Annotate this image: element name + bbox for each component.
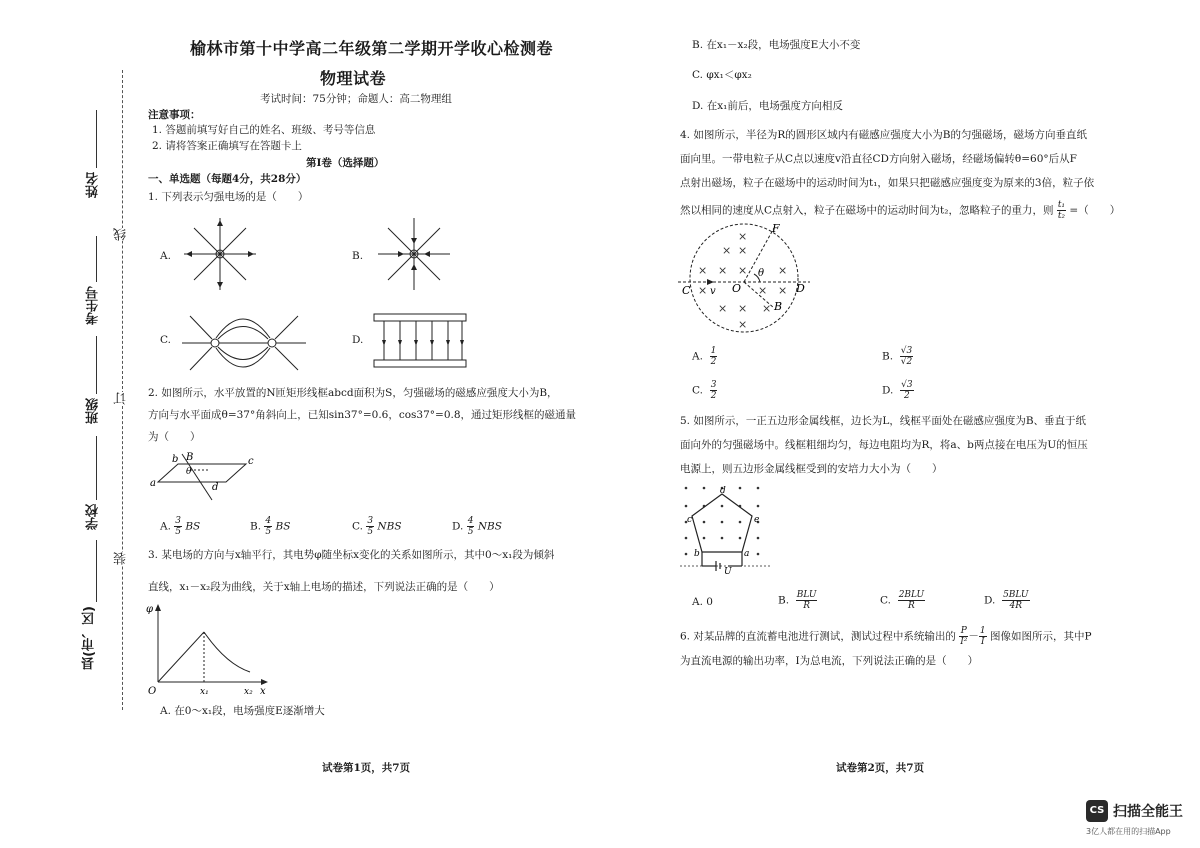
q3-potential-graph [146, 602, 276, 698]
class-label: 班级 [86, 398, 101, 424]
q4-label-theta: θ [758, 268, 765, 279]
q2-option-a: A. $\frac{3}{5}$ BS [160, 516, 201, 537]
order-mark: 订 [114, 392, 129, 405]
q5-line-3: 电源上，则五边形金属线框受到的安培力大小为（ ） [680, 463, 943, 475]
q1-option-c-label: C. [160, 334, 171, 346]
q1-option-a-label: A. [160, 250, 171, 262]
name-label: 姓名 [86, 172, 101, 198]
q4-label-f: F [772, 222, 780, 235]
q3-line-1: 3. 某电场的方向与x轴平行，其电势φ随坐标x变化的关系如图所示，其中0～x₁段为倾斜 [148, 549, 555, 561]
county-label: 县(市、区) [82, 606, 97, 670]
school-field-line [96, 436, 97, 500]
q5-option-d: D. $\frac{\text{5BLU}}{4R}$ [984, 590, 1029, 611]
section-heading: 一、单选题（每题4分，共28分） [148, 173, 307, 185]
svg-text:×: × [778, 264, 788, 277]
q2-label-d: d [212, 482, 219, 493]
svg-text:×: × [738, 302, 748, 315]
q5-label-b: b [694, 549, 700, 559]
name-field-line [96, 110, 97, 168]
q5-label-a: a [744, 549, 750, 559]
q2-label-b: b [172, 454, 179, 465]
q5-line-1: 5. 如图所示，一正五边形金属线框，边长为L，线框平面处在磁感应强度为B、垂直于纸 [680, 415, 1087, 427]
q4-option-b: B. $\frac{√3}{√2}$ [882, 346, 913, 367]
binding-margin [60, 0, 130, 848]
line-mark: 线 [114, 228, 129, 241]
svg-text:×: × [718, 302, 728, 315]
q4-label-v: v [710, 286, 716, 297]
q2-option-d: D. $\frac{4}{5}$ NBS [452, 516, 502, 537]
q1-option-d-label: D. [352, 334, 364, 346]
footer-left: 试卷第1页，共7页 [322, 762, 411, 774]
svg-text:×: × [762, 302, 772, 315]
q1-stem: 1. 下列表示匀强电场的是（ ） [148, 191, 309, 203]
q4-label-b: B [774, 300, 783, 313]
svg-text:×: × [722, 244, 732, 257]
q3-label-x1: x₁ [200, 687, 209, 697]
binding-dash-line [122, 70, 123, 710]
school-title: 榆林市第十中学高二年级第二学期开学收心检测卷 [190, 39, 554, 58]
notice-item-2: 2. 请将答案正确填写在答题卡上 [152, 140, 302, 152]
q2-label-theta: θ [186, 467, 192, 477]
q5-pentagon-figure [676, 482, 776, 576]
svg-text:×: × [718, 264, 728, 277]
q1-figure-b-radial-in [374, 214, 454, 294]
county-field-line [96, 540, 97, 602]
q3-line-2: 直线，x₁－x₂段为曲线，关于x轴上电场的描述，下列说法正确的是（ ） [148, 581, 500, 593]
q4-line-3: 点射出磁场，粒子在磁场中的运动时间为t₁，如果只把磁感应强度变为原来的3倍，粒子依 [680, 177, 1095, 189]
q6-line-1: 6. 对某品牌的直流蓄电池进行测试，测试过程中系统输出的 $\frac{P}{\text{I²}}$ － $\frac{1}{I}$ 图像如图所示，其中P [680, 626, 1092, 647]
q4-magnetic-circle-figure [678, 222, 814, 334]
q5-option-b: B. $\frac{\text{BLU}}{R}$ [778, 590, 817, 611]
q5-label-d: d [720, 486, 726, 496]
q5-field-dots [685, 487, 760, 556]
notice-item-1: 1. 答题前填写好自己的姓名、班级、考号等信息 [152, 124, 376, 136]
bind-mark: 装 [114, 552, 129, 565]
q2-option-b: B. $\frac{4}{5}$ BS [250, 516, 291, 537]
q5-line-2: 面向外的匀强磁场中。线框粗细均匀，每边电阻均为R，将a、b两点接在电压为U的恒压 [680, 439, 1088, 451]
badge-app-name: 扫描全能王 [1113, 804, 1183, 820]
q4-line-2: 面向里。一带电粒子从C点以速度v沿直径CD方向射入磁场，经磁场偏转θ=60°后从F [680, 153, 1077, 165]
svg-text:×: × [738, 318, 748, 331]
svg-text:×: × [758, 284, 768, 297]
q2-label-a: a [150, 478, 156, 489]
q3-label-x2: x₂ [244, 687, 253, 697]
q6-line-2: 为直流电源的输出功率，I为总电流，下列说法正确的是（ ） [680, 655, 979, 667]
q1-figure-a-radial-out [180, 214, 260, 294]
camscanner-icon: CS [1086, 800, 1108, 822]
class-field-line [96, 336, 97, 394]
q5-label-u: U [724, 567, 732, 577]
svg-text:×: × [698, 264, 708, 277]
exam-no-label: 考生号 [86, 286, 101, 325]
q3-option-a: A. 在0～x₁段，电场强度E逐渐增大 [160, 705, 325, 717]
subject-title: 物理试卷 [320, 69, 387, 88]
q3-option-b: B. 在x₁－x₂段，电场强度E大小不变 [692, 39, 861, 51]
notice-heading: 注意事项： [148, 109, 201, 121]
q3-option-c: C. φx₁＜φx₂ [692, 69, 752, 81]
q4-line-4: 然以相同的速度从C点射入，粒子在磁场中的运动时间为t₂，忽略粒子的重力，则 $\frac{\text{t₁}}{\text{t₂}}$ =（ ） [680, 200, 1121, 221]
q1-figure-c-dipole [180, 306, 310, 380]
q3-label-origin: O [148, 686, 157, 697]
footer-right: 试卷第2页，共7页 [836, 762, 925, 774]
q4-label-o: O [732, 282, 742, 295]
q2-line-2: 方向与水平面成θ=37°角斜向上，已知sin37°=0.6，cos37°=0.8，通过矩形线框的磁通量 [148, 409, 577, 421]
q3-option-d: D. 在x₁前后，电场强度方向相反 [692, 100, 843, 112]
q2-option-c: C. $\frac{3}{5}$ NBS [352, 516, 402, 537]
q4-option-c: C. $\frac{3}{2}$ [692, 380, 717, 401]
svg-text:×: × [738, 244, 748, 257]
exam-info: 考试时间：75分钟；命题人：高二物理组 [260, 93, 452, 105]
q2-label-field: B [186, 452, 194, 463]
q4-label-c: C [682, 284, 691, 297]
svg-text:×: × [738, 264, 748, 277]
svg-text:×: × [698, 284, 708, 297]
q4-field-crosses [698, 230, 787, 331]
q2-line-1: 2. 如图所示，水平放置的N匝矩形线框abcd面积为S，匀强磁场的磁感应强度大小为B， [148, 387, 558, 399]
q1-figure-d-parallel-plates [372, 312, 468, 370]
q5-label-c: c [687, 515, 693, 525]
exam-no-field-line [96, 236, 97, 282]
school-label: 学校 [86, 504, 101, 530]
q5-label-e: e [754, 515, 760, 525]
q4-label-d: D [796, 282, 805, 295]
badge-tagline: 3亿人都在用的扫描App [1086, 827, 1171, 836]
q2-figure-frame [150, 450, 260, 502]
q3-label-phi: φ [146, 604, 154, 615]
svg-text:×: × [738, 230, 748, 243]
q4-option-a: A. $\frac{1}{2}$ [692, 346, 717, 367]
q4-option-d: D. $\frac{√3}{2}$ [882, 380, 913, 401]
q4-line-1: 4. 如图所示，半径为R的圆形区域内有磁感应强度大小为B的匀强磁场，磁场方向垂直纸 [680, 129, 1087, 141]
q5-option-a: A. 0 [692, 596, 713, 608]
q2-line-3: 为（ ） [148, 431, 201, 443]
q5-option-c: C. $\frac{\text{2BLU}}{R}$ [880, 590, 925, 611]
q1-option-b-label: B. [352, 250, 364, 262]
q2-label-c: c [248, 456, 254, 467]
svg-text:×: × [778, 284, 788, 297]
part-title: 第Ⅰ卷（选择题） [306, 157, 385, 169]
scanner-badge [1086, 800, 1186, 840]
q3-label-x: x [260, 686, 266, 697]
